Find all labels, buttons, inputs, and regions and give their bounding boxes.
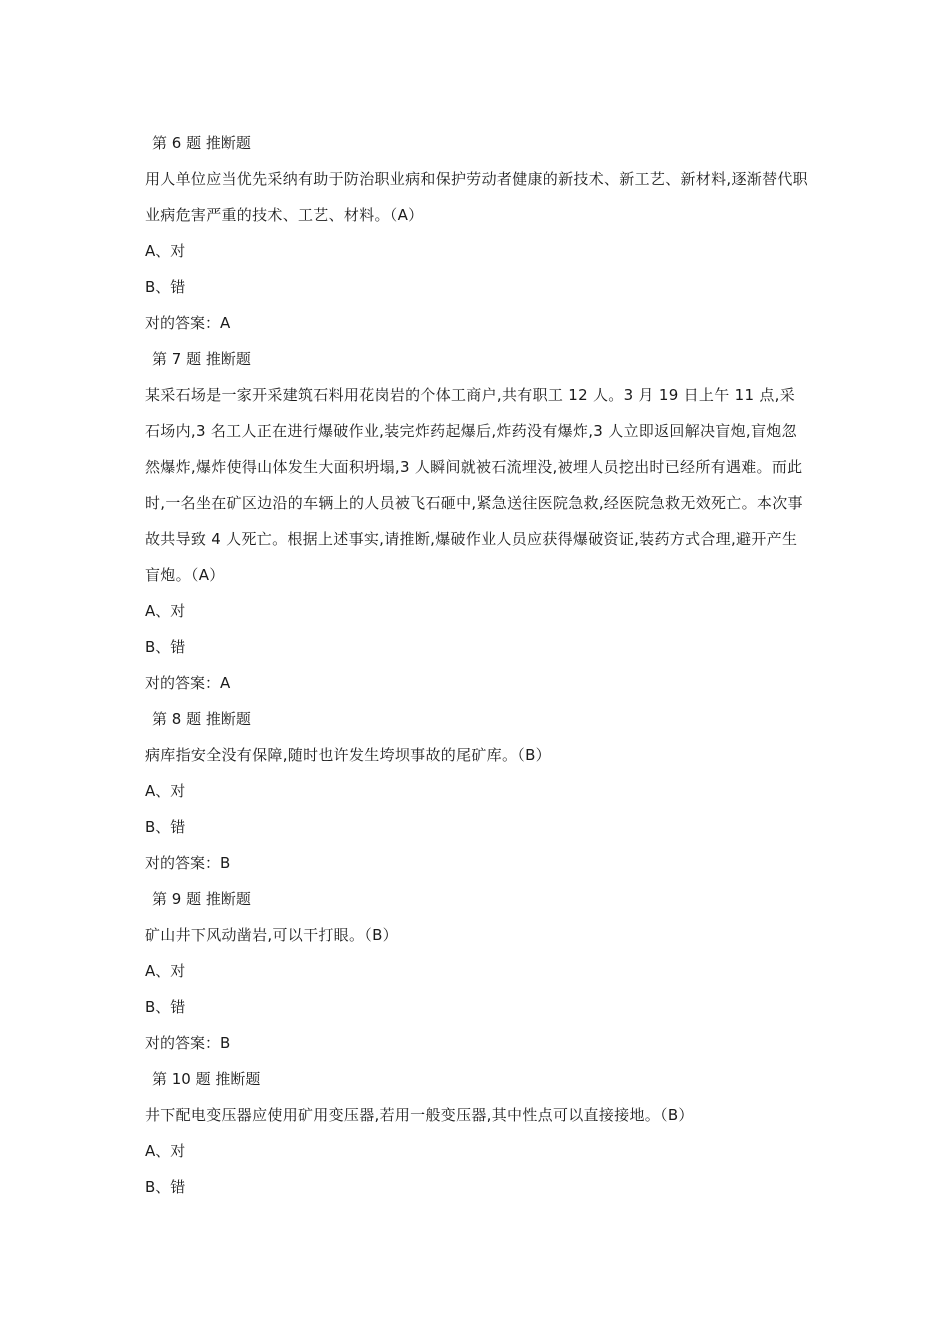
question-header: 第 10 题 推断题 xyxy=(152,1070,261,1088)
question-header: 第 9 题 推断题 xyxy=(152,890,251,908)
question-header: 第 7 题 推断题 xyxy=(152,350,251,368)
option-b: B、错 xyxy=(145,278,186,296)
correct-answer: 对的答案：A xyxy=(145,674,231,692)
question-text: 矿山井下风动凿岩,可以干打眼。（B） xyxy=(145,926,398,944)
correct-answer: 对的答案：B xyxy=(145,854,231,872)
option-a: A、对 xyxy=(145,1142,186,1160)
question-8 xyxy=(145,701,850,881)
question-text: 用人单位应当优先采纳有助于防治职业病和保护劳动者健康的新技术、新工艺、新材料,逐渐替代职业病危害严重的技术、工艺、材料。（A） xyxy=(145,170,808,224)
option-a: A、对 xyxy=(145,242,186,260)
option-a: A、对 xyxy=(145,602,186,620)
option-b: B、错 xyxy=(145,1178,186,1196)
option-b: B、错 xyxy=(145,998,186,1016)
correct-answer: 对的答案：A xyxy=(145,314,231,332)
question-text: 井下配电变压器应使用矿用变压器,若用一般变压器,其中性点可以直接接地。（B） xyxy=(145,1106,694,1124)
option-a: A、对 xyxy=(145,962,186,980)
option-b: B、错 xyxy=(145,638,186,656)
question-header: 第 8 题 推断题 xyxy=(152,710,251,728)
option-b: B、错 xyxy=(145,818,186,836)
question-9 xyxy=(145,881,850,1061)
question-6 xyxy=(145,125,850,341)
correct-answer: 对的答案：B xyxy=(145,1034,231,1052)
option-a: A、对 xyxy=(145,782,186,800)
question-text: 病库指安全没有保障,随时也许发生垮坝事故的尾矿库。（B） xyxy=(145,746,551,764)
question-10 xyxy=(145,1061,850,1205)
question-7 xyxy=(145,341,850,701)
question-text: 某采石场是一家开采建筑石料用花岗岩的个体工商户,共有职工 12 人。3 月 19 日上午 11 点,采石场内,3 名工人正在进行爆破作业,装完炸药起爆后,炸药没有爆炸,3 人立即返回解决盲炮,盲炮忽然爆炸,爆炸使得山体发生大面积坍塌,3 人瞬间就被石流埋没,被埋人员挖出时已经所有遇难。而此时,一名坐在矿区边沿的车辆上的人员被飞石砸中,紧急送往医院急救,经医院急救无效死亡。本次事故共导致 4 人死亡。根据上述事实,请推断,爆破作业人员应获得爆破资证,装药方式合理,避开产生盲炮。（A） xyxy=(145,386,803,584)
question-header: 第 6 题 推断题 xyxy=(152,134,251,152)
